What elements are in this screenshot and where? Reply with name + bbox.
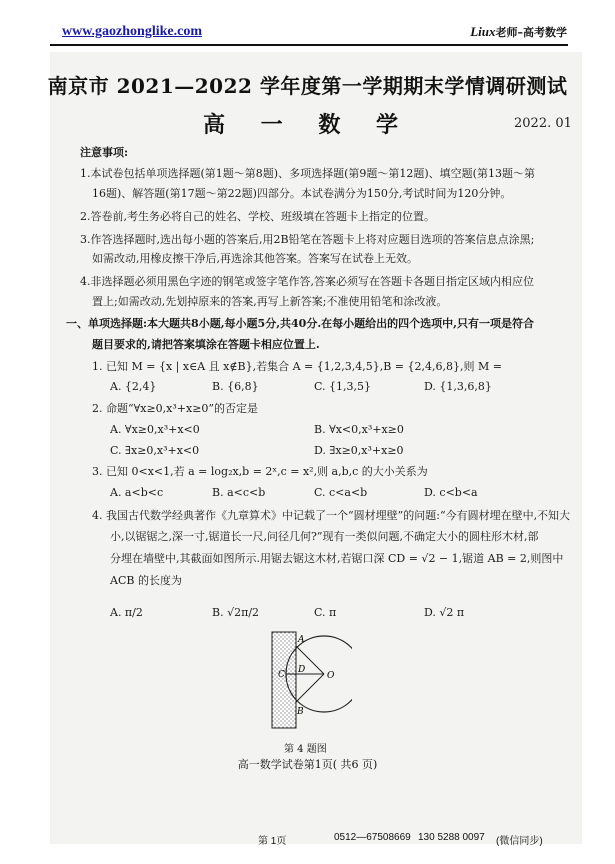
question-4-line: 小,以锯锯之,深一寸,锯道长一尺,问径几何?”现有一类似问题,不确定大小的圆柱形木材,部 (110, 530, 539, 543)
author-name: Liux (470, 24, 496, 39)
q3-option-d: D. c<b<a (424, 486, 478, 499)
page-header (0, 0, 615, 46)
q2-option-a: A. ∀x≥0,x³+x<0 (110, 423, 200, 436)
point-o-label: O (327, 671, 335, 681)
bottom-page-number: 第 1页 (258, 836, 287, 847)
question-4-line: 分埋在墙壁中,其截面如图所示.用锯去锯这木材,若锯口深 CD = √2 − 1,锯道 AB = 2,则图中 (110, 552, 564, 565)
exam-subject: 高 一 数 学 (203, 112, 412, 138)
question-4-line: ACB 的长度为 (110, 574, 182, 587)
author-subject: 老师–高考数学 (495, 26, 567, 39)
q4-option-b: B. √2π/2 (212, 606, 260, 619)
q3-option-a: A. a<b<c (110, 486, 164, 499)
notice-line: 16题)、解答题(第17题～第22题)四部分。本试卷满分为150分,考试时间为120分钟。 (92, 187, 512, 200)
question-1-stem: 1. 已知 M = {x | x∈A 且 x∉B},若集合 A = {1,2,3,4,5},B = {2,4,6,8},则 M = (92, 360, 502, 373)
notice-line: 4.非选择题必须用黑色字迹的钢笔或签字笔作答,答案必须写在答题卡各题目指定区域内相应位 (80, 275, 534, 288)
contact-note: (微信同步) (496, 836, 543, 847)
exam-date: 2022. 01 (514, 116, 572, 131)
site-url-link[interactable]: www.gaozhonglike.com (62, 24, 202, 39)
section-heading-cont: 题目要求的,请把答案填涂在答题卡相应位置上. (92, 338, 320, 351)
q4-option-c: C. π (314, 606, 337, 619)
q3-option-c: C. c<a<b (314, 486, 368, 499)
q4-option-d: D. √2 π (424, 606, 465, 619)
question-3-stem: 3. 已知 0<x<1,若 a = log₂x,b = 2ˣ,c = x²,则 a,b,c 的大小关系为 (92, 465, 428, 478)
radius-ob (296, 674, 324, 702)
q3-option-b: B. a<c<b (212, 486, 266, 499)
q2-option-d: D. ∃x≥0,x³+x≥0 (314, 444, 404, 457)
notice-line: 2.答卷前,考生务必将自己的姓名、学校、班级填在答题卡上指定的位置。 (80, 210, 435, 223)
notice-line: 3.作答选择题时,选出每小题的答案后,用2B铅笔在答题卡上将对应题目选项的答案信息点涂黑; (80, 233, 535, 246)
header-author (470, 24, 567, 40)
notice-heading: 注意事项: (80, 146, 129, 159)
q1-option-d: D. {1,3,6,8} (424, 380, 492, 393)
exam-title: 南京市 2021—2022 学年度第一学期期末学情调研测试 (47, 74, 568, 98)
circle-in-wall-diagram (262, 626, 352, 738)
question-4-line: 4. 我国古代数学经典著作《九章算术》中记载了一个“圆材埋壁”的问题:“今有圆材埋在壁中,不知大 (92, 509, 571, 522)
notice-line: 1.本试卷包括单项选择题(第1题～第8题)、多项选择题(第9题～第12题)、填空题(第13题～第 (80, 167, 535, 180)
section-heading: 一、单项选择题:本大题共8小题,每小题5分,共40分.在每小题给出的四个选项中,只有一项是符合 (66, 317, 534, 330)
figure-caption: 第 4 题图 (284, 744, 327, 755)
point-a-label: A (298, 635, 305, 645)
q1-option-a: A. {2,4} (110, 380, 157, 393)
q2-option-c: C. ∃x≥0,x³+x<0 (110, 444, 200, 457)
question-2-stem: 2. 命题“∀x≥0,x³+x≥0”的否定是 (92, 402, 259, 415)
q2-option-b: B. ∀x<0,x³+x≥0 (314, 423, 404, 436)
wall-region (272, 632, 296, 728)
header-divider (50, 44, 568, 46)
notice-line: 如需改动,用橡皮擦干净后,再选涂其他答案。答案写在试卷上无效。 (92, 252, 418, 265)
q4-option-a: A. π/2 (110, 606, 143, 619)
contact-phone-1: 0512—67508669 (334, 832, 411, 843)
contact-phone-2: 130 5288 0097 (418, 832, 485, 843)
notice-line: 置上;如需改动,先划掉原来的答案,再写上新答案;不准使用铅笔和涂改液。 (92, 295, 448, 308)
point-d-label: D (298, 665, 306, 675)
q1-option-b: B. {6,8} (212, 380, 259, 393)
point-b-label: B (297, 707, 304, 717)
page-footer: 高一数学试卷第1页( 共6 页) (237, 758, 378, 771)
q1-option-c: C. {1,3,5} (314, 380, 372, 393)
point-c-label: C (278, 670, 285, 680)
